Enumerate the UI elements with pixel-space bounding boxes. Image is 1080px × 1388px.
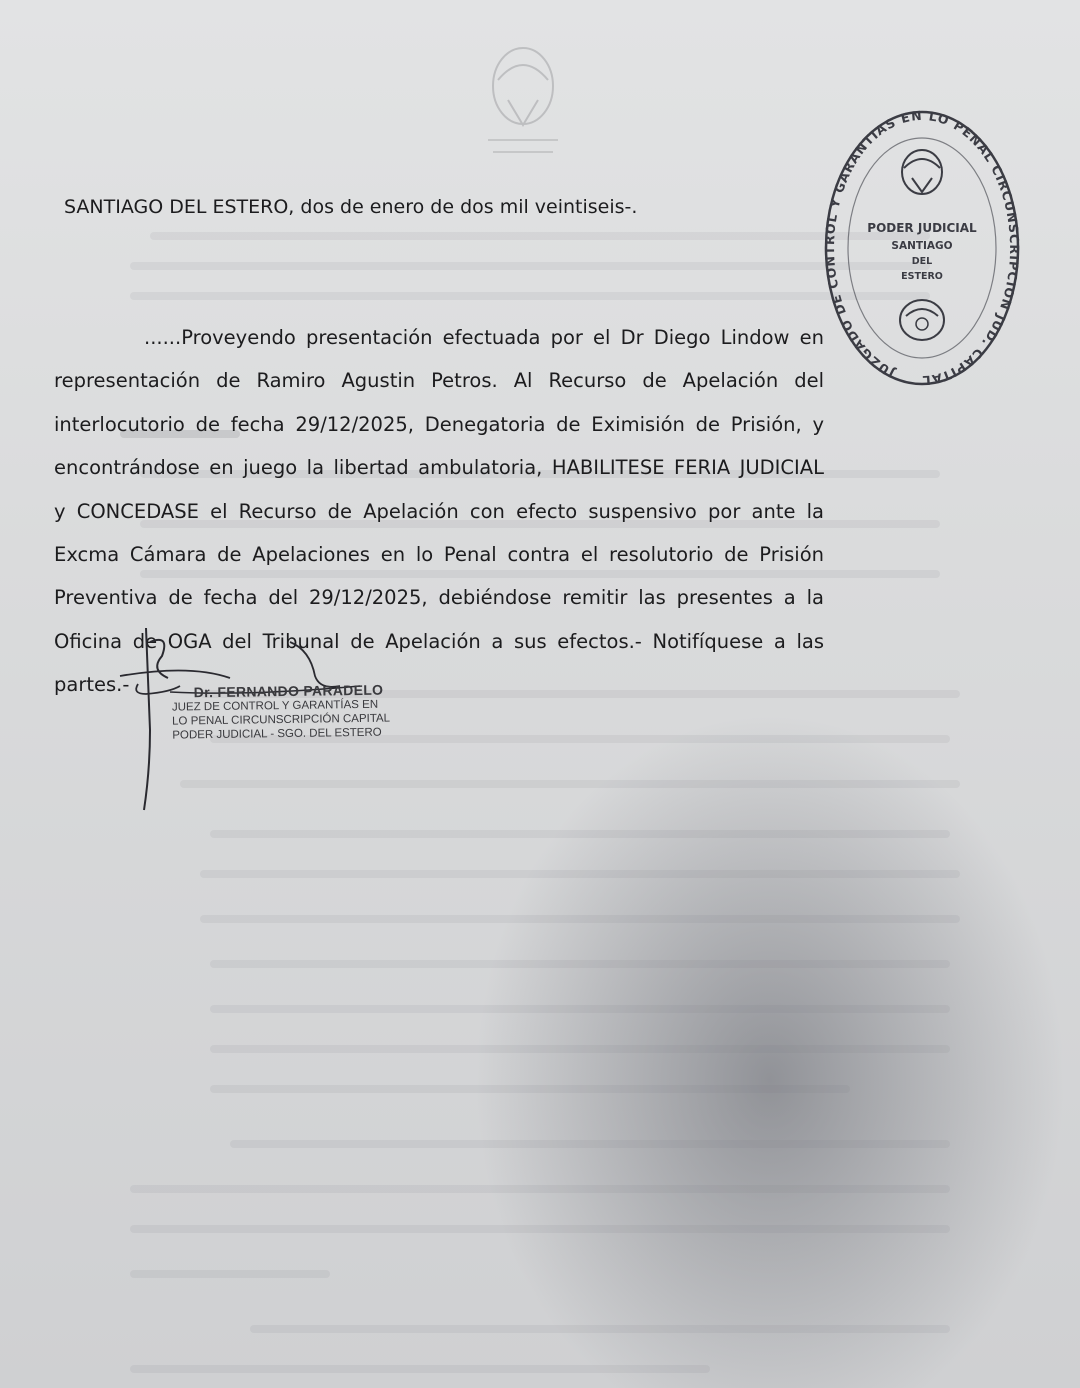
signer-role-line: LO PENAL CIRCUNSCRIPCIÓN CAPITAL: [172, 712, 391, 728]
stamp-crest-icon: [900, 300, 944, 340]
bleed-through-text: [210, 1045, 950, 1053]
date-line: SANTIAGO DEL ESTERO, dos de enero de dos mil veintiseis-.: [64, 196, 638, 218]
bleed-through-text: [200, 870, 960, 878]
bleed-through-text: [210, 1005, 950, 1013]
body-line: Excma Cámara de Apelaciones en lo Penal contra el resolutorio de Prisión: [54, 543, 824, 567]
bleed-through-text: [130, 1270, 330, 1278]
stamp-center-line: PODER JUDICIAL: [867, 221, 977, 235]
bleed-through-text: [130, 262, 930, 270]
signer-role-line: JUEZ DE CONTROL Y GARANTÍAS EN: [171, 698, 379, 714]
stamp-crest-icon: [902, 150, 942, 194]
body-line: partes.-: [54, 673, 130, 697]
body-line: representación de Ramiro Agustin Petros. Al Recurso de Apelación del: [54, 369, 824, 393]
coat-of-arms-watermark: [478, 40, 568, 158]
stamp-center-line: ESTERO: [901, 271, 943, 282]
stamp-ring-text: JUZGADO DE CONTROL Y GARANTIAS EN LO PENAL CIRCUNSCRIPCION JUD. CAPITAL: [822, 108, 1022, 389]
body-line: ......Proveyendo presentación efectuada por el Dr Diego Lindow en: [144, 326, 824, 349]
stamp-center-line: DEL: [911, 256, 933, 267]
signer-name: Dr. FERNANDO PARADELO: [193, 681, 384, 701]
body-line: Oficina de OGA del Tribunal de Apelación a sus efectos.- Notifíquese a las: [54, 629, 824, 653]
bleed-through-text: [130, 292, 930, 300]
bleed-through-text: [230, 1140, 950, 1148]
bleed-through-text: [210, 830, 950, 838]
body-line: Preventiva de fecha del 29/12/2025, debiéndose remitir las presentes a la: [54, 586, 824, 610]
court-seal-stamp: [822, 108, 1022, 398]
body-line: interlocutorio de fecha 29/12/2025, Denegatoria de Eximisión de Prisión, y: [54, 412, 824, 436]
signer-block: [172, 681, 403, 742]
body-line: y CONCEDASE el Recurso de Apelación con efecto suspensivo por ante la: [54, 499, 824, 523]
bleed-through-text: [210, 1085, 850, 1093]
bleed-through-text: [150, 232, 930, 240]
bleed-through-text: [130, 1365, 710, 1373]
signer-role-line: PODER JUDICIAL - SGO. DEL ESTERO: [172, 726, 382, 742]
bleed-through-text: [130, 1225, 950, 1233]
body-line: encontrándose en juego la libertad ambulatoria, HABILITESE FERIA JUDICIAL: [54, 456, 824, 480]
bleed-through-text: [250, 1325, 950, 1333]
bleed-through-text: [200, 915, 960, 923]
bleed-through-text: [210, 960, 950, 968]
bleed-through-text: [130, 1185, 950, 1193]
stamp-center-line: SANTIAGO: [891, 240, 953, 252]
